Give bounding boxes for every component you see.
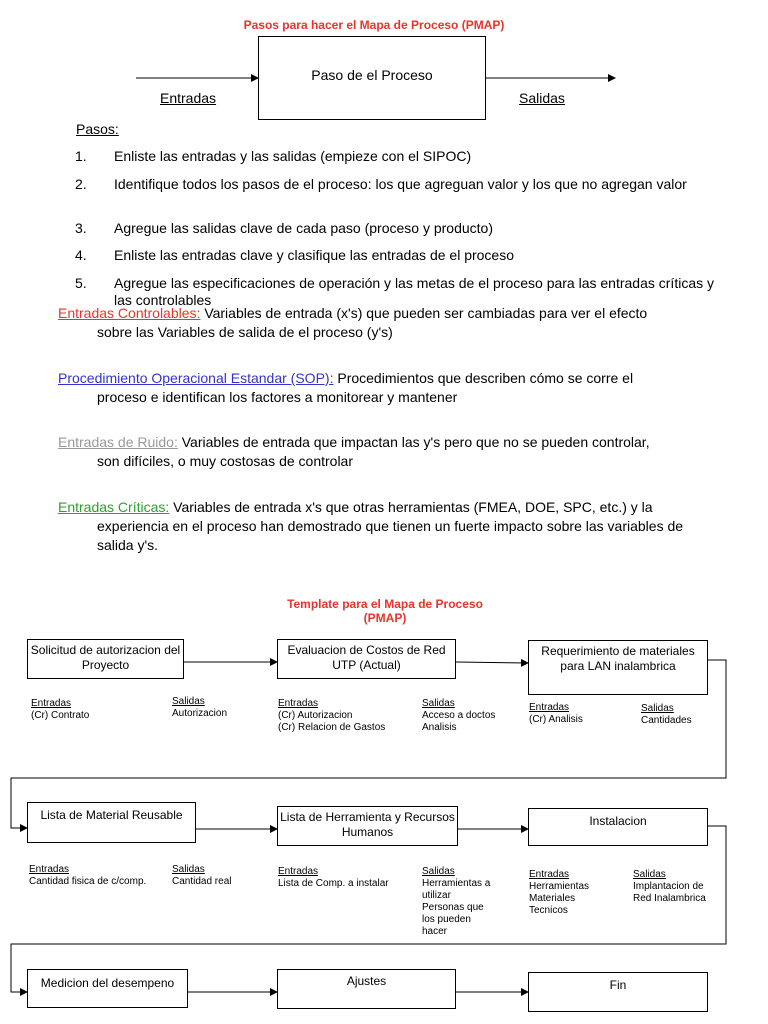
outputs-label: Salidas: [172, 864, 205, 875]
definition-continuation: experiencia en el proceso han demostrado que tienen un fuerte impacto sobre las variables de salida y's.: [97, 518, 684, 553]
io-block: [278, 866, 389, 890]
outputs-list: Cantidad real: [172, 876, 232, 887]
outputs-list: Acceso a doctos Analisis: [422, 710, 496, 733]
io-block: [529, 869, 589, 917]
io-block: [529, 702, 583, 726]
io-block: [172, 696, 227, 720]
definition-continuation: sobre las Variables de salida de el proceso (y's): [97, 324, 393, 340]
step-text: Identifique todos los pasos de el proceso: los que agreguan valor y los que no agregan valor: [114, 176, 687, 192]
io-block: [172, 864, 231, 888]
inputs-list: (Cr) Contrato: [31, 710, 90, 721]
inputs-label: Entradas: [278, 866, 319, 877]
io-block: [633, 869, 706, 905]
outputs-label: Salidas: [519, 90, 565, 106]
step-number: 2.: [75, 176, 87, 192]
definition-term: Entradas Controlables:: [58, 305, 201, 321]
outputs-label: Salidas: [641, 703, 674, 714]
io-block: [641, 703, 692, 727]
process-box: Solicitud de autorizacion del Proyecto: [27, 639, 184, 679]
steps-heading: Pasos:: [76, 121, 119, 137]
definition-text: Variables de entrada (x's) que pueden ser cambiadas para ver el efecto: [204, 305, 648, 321]
inputs-label: Entradas: [31, 698, 72, 709]
step-number: 3.: [75, 220, 87, 236]
definition-term: Entradas Críticas:: [58, 499, 170, 515]
process-box: Instalacion: [528, 808, 708, 846]
inputs-label: Entradas: [160, 90, 217, 106]
step-text: Enliste las entradas clave y clasifique las entradas de el proceso: [114, 247, 514, 263]
inputs-list: (Cr) Analisis: [529, 714, 583, 725]
definition-continuation: proceso e identifican los factores a monitorear y mantener: [97, 389, 458, 405]
step-number: 1.: [75, 148, 87, 164]
io-block: [278, 698, 385, 734]
outputs-label: Salidas: [422, 698, 455, 709]
outputs-label: Salidas: [172, 696, 205, 707]
process-step-box: Paso de el Proceso: [258, 36, 486, 120]
step-number: 4.: [75, 247, 87, 263]
outputs-label: Salidas: [422, 866, 455, 877]
definition-term: Procedimiento Operacional Estandar (SOP):: [58, 370, 334, 386]
definition-text: Variables de entrada x's que otras herramientas (FMEA, DOE, SPC, etc.) y la: [173, 499, 653, 515]
definition-controllable-inputs: [58, 304, 738, 323]
process-box: Medicion del desempeno: [27, 969, 188, 1008]
process-box: Ajustes: [277, 969, 456, 1009]
inputs-label: Entradas: [529, 702, 570, 713]
inputs-list: Cantidad fisica de c/comp.: [29, 876, 147, 887]
definition-term: Entradas de Ruido:: [58, 434, 178, 450]
step-text: Enliste las entradas y las salidas (empieze con el SIPOC): [114, 148, 472, 164]
outputs-list: Cantidades: [641, 715, 692, 726]
inputs-label: Entradas: [529, 869, 570, 880]
definition-text: Variables de entrada que impactan las y's pero que no se pueden controlar,: [181, 434, 650, 450]
outputs-label: Salidas: [633, 869, 666, 880]
outputs-list: Implantacion de Red Inalambrica: [633, 881, 706, 904]
definition-sop: [58, 369, 738, 388]
inputs-list: Herramientas Materiales Tecnicos: [529, 881, 590, 916]
step-text: Agregue las salidas clave de cada paso (proceso y producto): [114, 220, 493, 236]
process-box: Lista de Material Reusable: [27, 802, 196, 843]
inputs-list: (Cr) Autorizacion (Cr) Relacion de Gastos: [278, 710, 386, 733]
step-number: 5.: [75, 275, 87, 291]
process-box: Requerimiento de materiales para LAN inalambrica: [528, 640, 708, 695]
inputs-label: Entradas: [29, 864, 70, 875]
process-box: Evaluacion de Costos de Red UTP (Actual): [277, 639, 456, 679]
outputs-list: Autorizacion: [172, 708, 228, 719]
inputs-list: Lista de Comp. a instalar: [278, 878, 389, 889]
template-title: Template para el Mapa de Proceso (PMAP): [287, 597, 483, 625]
inputs-label: Entradas: [278, 698, 319, 709]
main-title: Pasos para hacer el Mapa de Proceso (PMAP): [243, 18, 505, 32]
process-box: Lista de Herramienta y Recursos Humanos: [277, 806, 458, 846]
definition-noise-inputs: [58, 433, 748, 452]
io-block: [31, 698, 89, 722]
definition-text: Procedimientos que describen cómo se corre el: [337, 370, 634, 386]
definition-continuation: son difíciles, o muy costosas de controlar: [97, 453, 354, 469]
outputs-list: Herramientas a utilizar Personas que los pueden hacer: [422, 878, 491, 937]
definition-critical-inputs: [58, 498, 748, 517]
io-block: [422, 698, 495, 734]
wrap-arrow-2: [11, 826, 726, 992]
step-text: Agregue las especificaciones de operación y las metas de el proceso para las entradas críticas y las controlables: [114, 275, 714, 308]
arrow-2-3: [456, 662, 528, 663]
process-box: Fin: [528, 972, 708, 1012]
io-block: [29, 864, 146, 888]
io-block: [422, 866, 490, 938]
